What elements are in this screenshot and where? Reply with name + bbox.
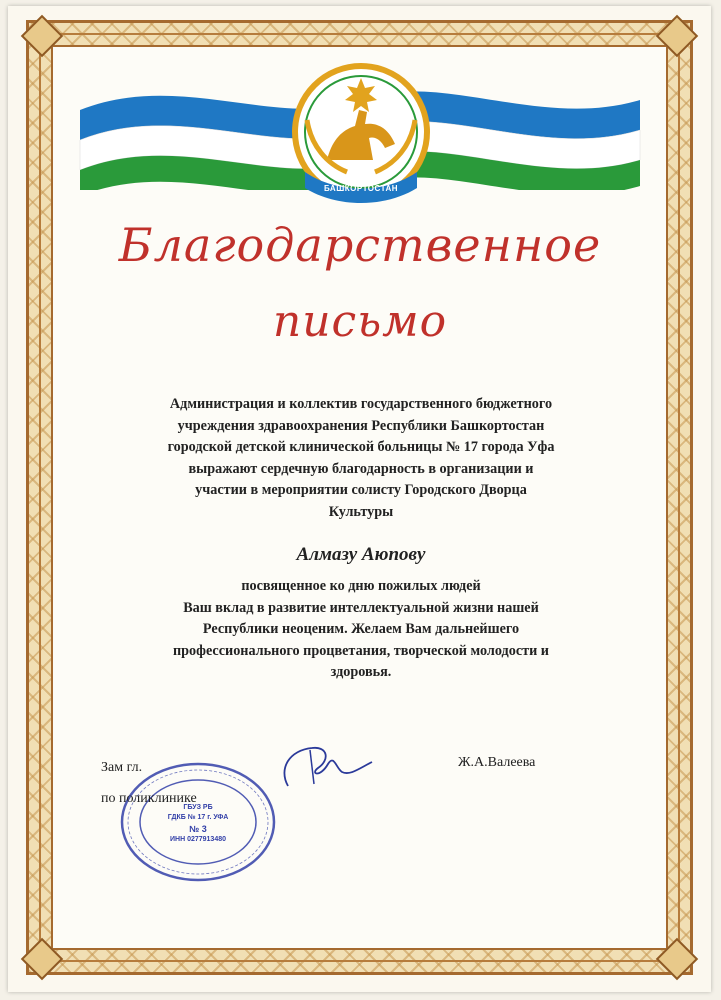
wishes-paragraph — [100, 576, 622, 684]
emblem-label: БАШКОРТОСТАН — [323, 184, 399, 193]
signatory-position-line-2: по поликлинике — [101, 791, 197, 806]
text-line: учреждения здравоохранения Республики Башкортостан — [177, 417, 545, 434]
handwritten-signature — [270, 728, 380, 798]
text-line: посвященное ко дню пожилых людей — [241, 578, 481, 594]
text-line: Администрация и коллектив государственного бюджетного — [169, 396, 553, 412]
recipient-name: Алмазу Аюпову — [296, 544, 426, 565]
text-line: Культуры — [328, 503, 394, 520]
certificate-title — [60, 200, 660, 370]
text-line: городской детской клинической больницы № 17 города Уфа — [167, 439, 555, 455]
official-stamp — [118, 760, 278, 884]
text-line: участии в мероприятии солисту Городского Дворца — [195, 482, 527, 498]
text-line: Ваш вклад в развитие интеллектуальной жизни нашей — [183, 599, 539, 616]
title-line-1: Благодарственное — [118, 218, 602, 272]
stamp-seal-icon — [118, 760, 278, 884]
stamp-line-2: ГДКБ № 17 г. УФА — [167, 814, 229, 821]
text-line: профессионального процветания, творческой молодости и — [172, 642, 549, 659]
text-line: Республики неоценим. Желаем Вам дальнейшего — [202, 621, 520, 637]
stamp-line-4: ИНН 0277913480 — [169, 836, 227, 843]
stamp-line-1: ГБУЗ РБ — [183, 804, 213, 811]
gratitude-paragraph — [100, 394, 622, 523]
bashkortostan-emblem — [277, 60, 445, 210]
signatory-position-line-1: Зам гл. — [101, 760, 143, 775]
title-line-2: письмо — [272, 296, 448, 347]
text-line: выражают сердечную благодарность в организации и — [188, 460, 534, 477]
signatory-name: Ж.А.Валеева — [458, 755, 536, 770]
text-line: здоровья. — [330, 664, 392, 680]
stamp-line-3: № 3 — [189, 824, 207, 834]
